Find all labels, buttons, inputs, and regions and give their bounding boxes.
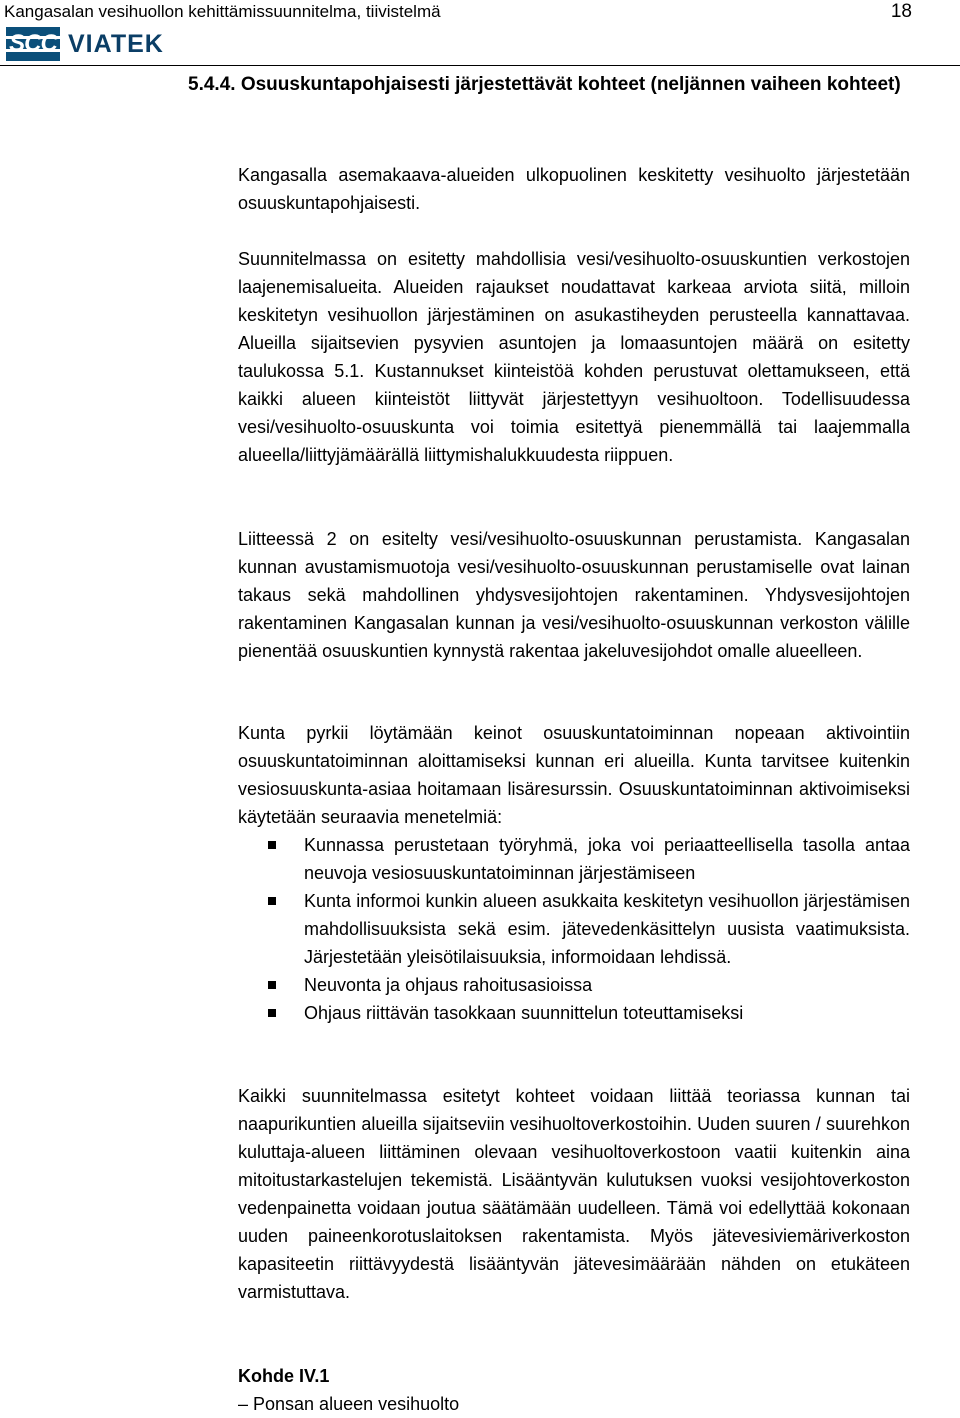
section-heading: 5.4.4. Osuuskuntapohjaisesti järjestettävät kohteet (neljännen vaiheen kohteet) (188, 74, 901, 95)
page-number: 18 (890, 1, 912, 22)
kohde-subtitle: – Ponsan alueen vesihuolto (238, 1394, 460, 1414)
list-item-text: Kunta informoi kunkin alueen asukkaita keskitetyn vesihuollon järjestämisen mahdollisuuksista sekä esim. jätevedenkäsittelyn uusista vaatimuksista. Järjestetään yleisötilaisuuksia, informoidaan lehdissä. (304, 891, 910, 967)
square-bullet-icon (268, 981, 276, 989)
logo-mark (6, 27, 60, 61)
paragraph-intro: Kangasalla asemakaava-alueiden ulkopuolinen keskitetty vesihuolto järjestetään osuuskuntapohjaisesti. (238, 165, 910, 213)
list-item (238, 831, 910, 887)
list-item (238, 971, 910, 999)
list-item (238, 887, 910, 971)
header-divider (0, 65, 960, 66)
paragraph-appendix: Liitteessä 2 on esitelty vesi/vesihuolto-osuuskunnan perustamista. Kangasalan kunnan avustamismuotoja vesi/vesihuolto-osuuskunnan perustamiselle ovat lainan takaus sekä mahdollinen yhdysvesijohtojen rakentaminen. Yhdysvesijohtojen rakentaminen Kangasalan kunnan ja vesi/vesihuolto-osuuskunnan verkoston välille pienentää osuuskuntien kynnystä rakentaa jakeluvesijohdot omalle alueelleen. (238, 529, 910, 661)
square-bullet-icon (268, 897, 276, 905)
list-item-text: Kunnassa perustetaan työryhmä, joka voi periaatteellisella tasolla antaa neuvoja vesiosuuskuntatoiminnan järjestämiseen (304, 835, 910, 883)
paragraph-expansion-areas: Suunnitelmassa on esitetty mahdollisia vesi/vesihuolto-osuuskuntien verkostojen laajenemisalueita. Alueiden rajaukset noudattavat karkeaa arviota siitä, milloin keskitetyn vesihuollon järjestäminen on asukastiheyden perusteella kannattavaa. Alueilla sijaitsevien pysyvien asuntojen ja lomaasuntojen määrä on esitetty taulukossa 5.1. Kustannukset kiinteistöä kohden perustuvat olettamukseen, että kaikki alueen kiinteistöt liittyvät järjestettyyn vesihuoltoon. Todellisuudessa vesi/vesihuolto-osuuskunta voi toimia esitettyä pienemmällä tai laajemmalla alueella/liittyjämäärällä liittymishalukkuudesta riippuen. (238, 249, 910, 465)
paragraph-network-connection: Kaikki suunnitelmassa esitetyt kohteet voidaan liittää teoriassa kunnan tai naapurikuntien alueilla sijaitseviin vesihuoltoverkostoihin. Uuden suuren / suurehkon kuluttaja-alueen liittäminen olevaan vesihuoltoverkostoon vaatii kuitenkin aina mitoitustarkastelujen tekemistä. Lisääntyvän kulutuksen vuoksi vesijohtoverkoston vedenpainetta voidaan joutua säätämään uudelleen. Tämä voi edellyttää kokonaan uuden paineenkorotuslaitoksen rakentamista. Myös jätevesiviemäriverkoston kapasiteetin riittävyydestä lisääntyvän jätevesimäärään nähden on etukäteen varmistuttava. (238, 1086, 910, 1302)
list-item (238, 999, 910, 1027)
activation-methods-list (238, 831, 910, 1027)
page-header (0, 0, 960, 68)
list-item-text: Ohjaus riittävän tasokkaan suunnittelun toteuttamiseksi (304, 1003, 744, 1023)
square-bullet-icon (268, 841, 276, 849)
logo-wordmark: VIATEK (68, 30, 164, 58)
company-logo (6, 27, 164, 61)
kohde-title: Kohde IV.1 (238, 1366, 330, 1386)
paragraph-activation: Kunta pyrkii löytämään keinot osuuskuntatoiminnan nopeaan aktivointiin osuuskuntatoiminnan aloittamiseksi kunnan eri alueilla. Kunta tarvitsee kuitenkin vesiosuuskunta-asiaa hoitamaan lisäresurssin. Osuuskuntatoiminnan aktivoimiseksi käytetään seuraavia menetelmiä: (238, 723, 910, 827)
list-item-text: Neuvonta ja ohjaus rahoitusasioissa (304, 975, 593, 995)
square-bullet-icon (268, 1009, 276, 1017)
logo-mark-text: SCC (9, 30, 57, 57)
document-title: Kangasalan vesihuollon kehittämissuunnitelma, tiivistelmä (4, 2, 441, 21)
